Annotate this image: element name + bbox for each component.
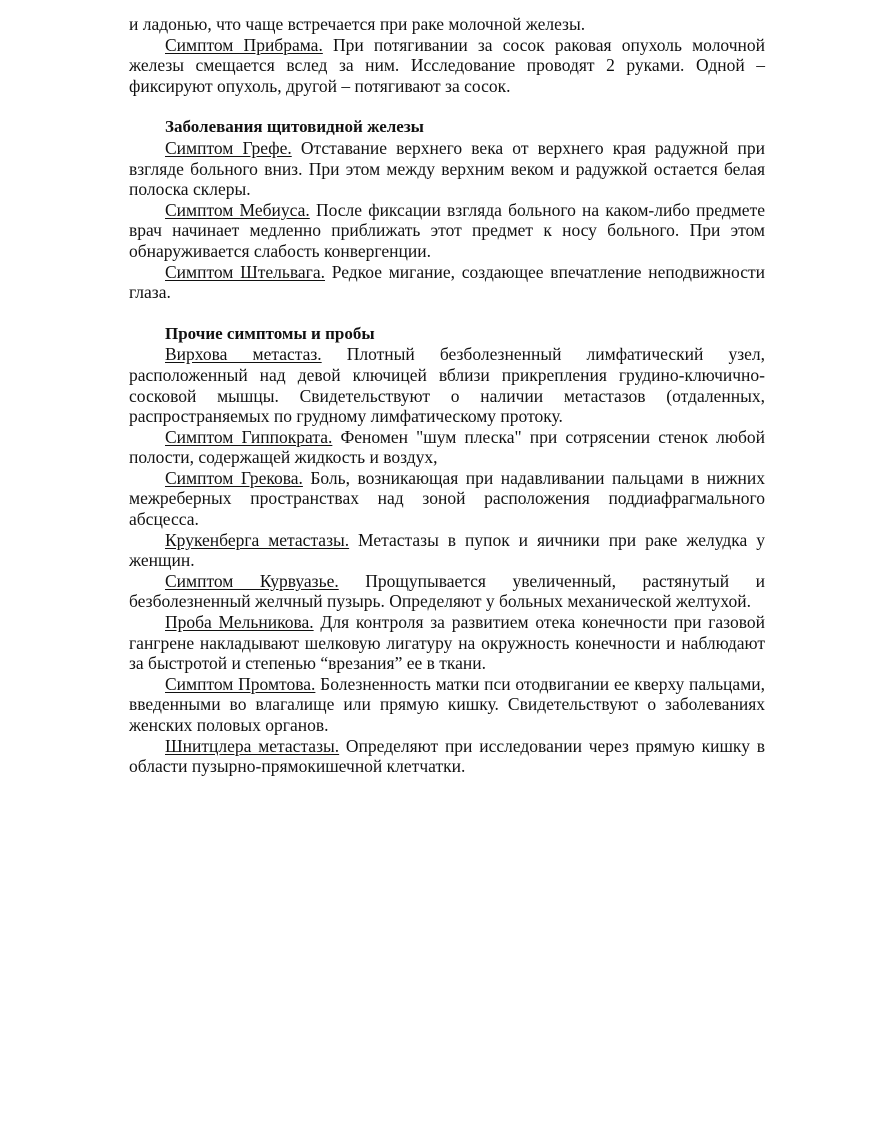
definition-text: Феномен "шум плеска" при сотрясении стенок любой полости, содержащей жидкость и воздух, [129, 426, 765, 468]
definition-text: Плотный безболезненный лимфатический узел, расположенный над девой ключицей вблизи прикрепления грудино-ключично-сосковой мышцы. Свидетельствуют о наличии метастазов (отдаленных, распространяемых по грудному лимфатическому протоку. [129, 344, 765, 427]
definition-paragraph [129, 530, 765, 571]
definition-paragraph [129, 571, 765, 612]
term-label: Симптом Гиппократа. [165, 426, 333, 447]
term-label: Крукенберга метастазы. [165, 529, 350, 550]
section-heading: Прочие симптомы и пробы [165, 323, 375, 343]
definition-text: Для контроля за развитием отека конечности при газовой гангрене накладывают шелковую лигатуру на окружность конечности и наблюдают за быстротой и степенью “врезания” ее в ткани. [129, 612, 765, 674]
term-label: Шнитцлера метастазы. [165, 735, 340, 756]
term-label: Симптом Штельвага. [165, 261, 326, 282]
definition-text: Редкое мигание, создающее впечатление неподвижности глаза. [129, 261, 765, 303]
document-page [129, 14, 765, 777]
term-label: Симптом Грекова. [165, 467, 303, 488]
term-label: Симптом Грефе. [165, 137, 292, 158]
term-label: Симптом Курвуазье. [165, 570, 339, 591]
definition-text: Метастазы в пупок и яичники при раке желудка у женщин. [129, 529, 765, 571]
definition-paragraph [129, 262, 765, 303]
section-other [129, 324, 765, 777]
term-label: Симптом Промтова. [165, 673, 316, 694]
definition-paragraph [129, 674, 765, 736]
section-heading: Заболевания щитовидной железы [165, 117, 424, 137]
definition-text: При потягивании за сосок раковая опухоль молочной железы смещается вслед за ним. Исследование проводят 2 руками. Одной – фиксируют опухоль, другой – потягивают за сосок. [129, 34, 766, 96]
definition-text: Боль, возникающая при надавливании пальцами в нижних межреберных пространствах над зоной расположения поддиафрагмального абсцесса. [129, 467, 765, 530]
term-label: Симптом Прибрама. [165, 34, 323, 55]
definition-paragraph [129, 736, 765, 777]
definition-paragraph [129, 35, 765, 97]
section-thyroid [129, 117, 765, 302]
term-label: Симптом Мебиуса. [165, 199, 310, 220]
definition-paragraph [129, 200, 765, 262]
definition-text: Отставание верхнего века от верхнего края радужной при взгляде больного вниз. При этом между верхним веком и радужкой остается белая полоска склеры. [129, 137, 765, 200]
definition-text: Прощупывается увеличенный, растянутый и безболезненный желчный пузырь. Определяют у больных механической желтухой. [129, 570, 766, 612]
definition-paragraph [129, 427, 765, 468]
definition-paragraph [129, 468, 765, 530]
definition-paragraph [129, 344, 765, 426]
term-label: Проба Мельникова. [165, 612, 314, 633]
term-label: Вирхова метастаз. [165, 344, 322, 365]
continuation-paragraph: и ладонью, что чаще встречается при раке молочной железы. [129, 14, 586, 34]
definition-text: Болезненность матки пси отодвигании ее кверху пальцами, введенными во влагалище или прямую кишку. Свидетельствуют о заболеваниях женских половых органов. [129, 673, 766, 735]
definition-text: Определяют при исследовании через прямую кишку в области пузырно-прямокишечной клетчатки. [129, 735, 765, 777]
definition-paragraph [129, 138, 765, 200]
definition-paragraph [129, 612, 765, 674]
definition-text: После фиксации взгляда больного на каком-либо предмете врач начинает медленно приближать этот предмет к носу больного. При этом обнаруживается слабость конвергенции. [129, 199, 765, 261]
